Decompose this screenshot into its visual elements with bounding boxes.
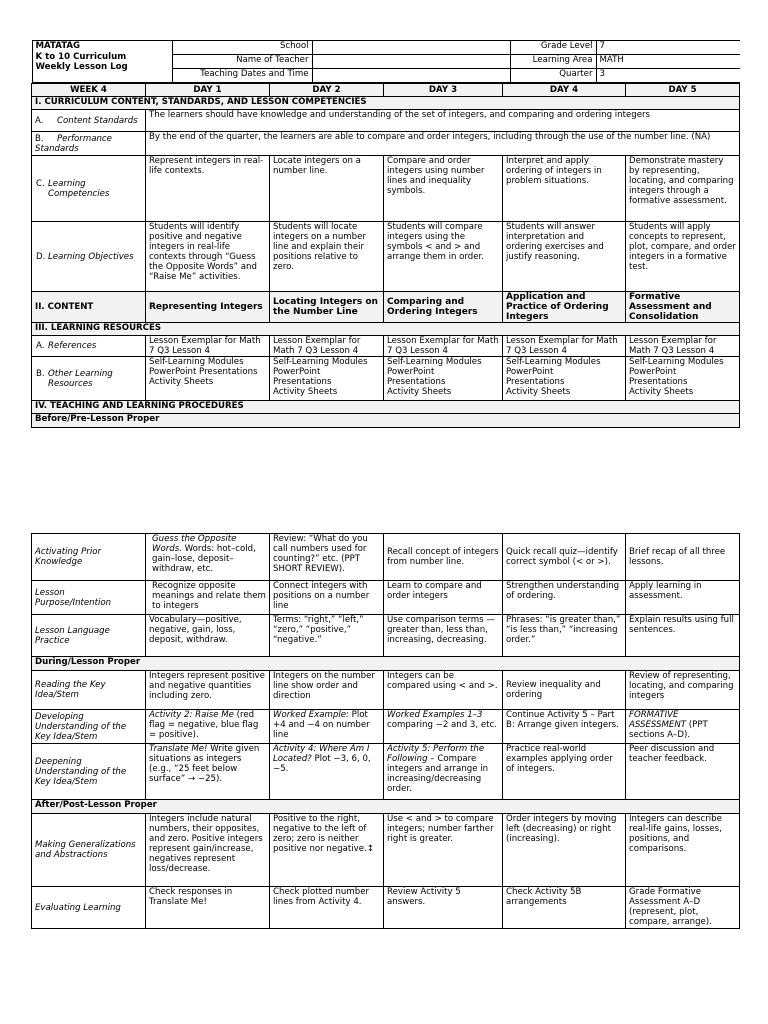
resource-line: PowerPoint bbox=[273, 367, 321, 377]
purpose-day-1: Recognize opposite meanings and relate them to integers bbox=[146, 581, 270, 615]
objective-day-4: Students will answer interpretation and ordering exercises and justify reasoning. bbox=[503, 222, 626, 292]
developing-day-3-em: Worked Examples 1–3 bbox=[387, 710, 483, 720]
language-day-4: Phrases: “is greater than,” “is less than,” “increasing order.” bbox=[503, 615, 626, 657]
day-header-5: DAY 5 bbox=[626, 84, 740, 97]
day-header-3: DAY 3 bbox=[384, 84, 503, 97]
apk-day-4: Quick recall quiz—identify correct symbol (< or >). bbox=[503, 534, 626, 581]
deepening-day-1-text: Write given situations as integers (e.g., “25 feet below surface” → −25). bbox=[149, 744, 260, 784]
purpose-day-3: Learn to compare and order integers bbox=[384, 581, 503, 615]
performance-standards-label bbox=[32, 132, 146, 156]
reference-day-1: Lesson Exemplar for Math 7 Q3 Lesson 4 bbox=[146, 336, 270, 357]
deepening-day-2-text: Plot −3, 6, 0, −5. bbox=[273, 754, 371, 774]
other-resources-day-2 bbox=[270, 357, 384, 401]
key-idea-label: Reading the Key Idea/Stem bbox=[32, 671, 146, 710]
language-day-2: Terms: “right,” “left,” “zero,” “positive,” “negative.” bbox=[270, 615, 384, 657]
developing-day-1 bbox=[146, 710, 270, 744]
other-resources-day-1 bbox=[146, 357, 270, 401]
deepening-day-1 bbox=[146, 744, 270, 800]
apk-day-2: Review: “What do you call numbers used for counting?” etc. (PPT SHORT REVIEW). bbox=[270, 534, 384, 581]
content-day-3: Comparing and Ordering Integers bbox=[384, 292, 503, 323]
performance-standards-letter: B. bbox=[35, 133, 44, 144]
evaluating-day-1: Check responses in Translate Me! bbox=[146, 887, 270, 929]
title-line-1: MATATAG bbox=[35, 41, 81, 51]
competency-day-4: Interpret and apply ordering of integers in problem situations. bbox=[503, 156, 626, 222]
objectives-label bbox=[32, 222, 146, 292]
section-content-heading: II. CONTENT bbox=[32, 292, 146, 323]
section-procedures-heading: IV. TEACHING AND LEARNING PROCEDURES bbox=[32, 401, 740, 414]
developing-day-2-em: Worked Example: bbox=[273, 710, 349, 720]
key-idea-day-5: Review of representing, locating, and comparing integers bbox=[626, 671, 740, 710]
language-day-3: Use comparison terms —greater than, less than, increasing, decreasing. bbox=[384, 615, 503, 657]
activating-prior-knowledge-label: Activating Prior Knowledge bbox=[32, 534, 146, 581]
grade-level-field[interactable]: 7 bbox=[596, 41, 740, 55]
purpose-day-5: Apply learning in assessment. bbox=[626, 581, 740, 615]
developing-day-5-text: (PPT sections A–D). bbox=[629, 720, 708, 740]
developing-day-1-text: (red flag = negative, blue flag = positive). bbox=[149, 710, 259, 740]
resource-line: PowerPoint Presentations bbox=[149, 367, 258, 377]
grade-level-label: Grade Level bbox=[510, 41, 596, 55]
developing-day-3 bbox=[384, 710, 503, 744]
developing-understanding-label: Developing Understanding of the Key Idea/Stem bbox=[32, 710, 146, 744]
dates-field[interactable] bbox=[312, 69, 510, 83]
purpose-day-4: Strengthen understanding of ordering. bbox=[503, 581, 626, 615]
content-day-1: Representing Integers bbox=[146, 292, 270, 323]
other-resources-day-3 bbox=[384, 357, 503, 401]
day-header-4: DAY 4 bbox=[503, 84, 626, 97]
content-standards-label bbox=[32, 110, 146, 132]
during-lesson-heading: During/Lesson Proper bbox=[32, 657, 740, 671]
log-title bbox=[32, 41, 172, 83]
competency-day-1: Represent integers in real-life contexts. bbox=[146, 156, 270, 222]
resource-line: PowerPoint bbox=[506, 367, 554, 377]
deepening-day-2-em: Activity 4: Where Am I Located? bbox=[273, 744, 370, 764]
apk-day-5: Brief recap of all three lessons. bbox=[626, 534, 740, 581]
quarter-field[interactable]: 3 bbox=[596, 69, 740, 83]
resource-line: Self-Learning Modules bbox=[629, 357, 724, 367]
section-resources-heading: III. LEARNING RESOURCES bbox=[32, 323, 740, 336]
apk-day-1 bbox=[146, 534, 270, 581]
content-day-4: Application and Practice of Ordering Integers bbox=[503, 292, 626, 323]
key-idea-day-3: Integers can be compared using < and >. bbox=[384, 671, 503, 710]
key-idea-day-2: Integers on the number line show order and direction bbox=[270, 671, 384, 710]
objective-day-5: Students will apply concepts to represent, plot, compare, and order integers in a formative test. bbox=[626, 222, 740, 292]
objectives-label-text: Learning Objectives bbox=[48, 251, 134, 262]
deepening-day-3 bbox=[384, 744, 503, 800]
deepening-day-3-em: Activity 5: Perform the Following bbox=[387, 744, 485, 764]
other-resources-label bbox=[32, 357, 146, 401]
resource-line: Activity Sheets bbox=[387, 387, 452, 397]
competency-day-3: Compare and order integers using number lines and inequality symbols. bbox=[384, 156, 503, 222]
competencies-label-text: Learning Competencies bbox=[48, 178, 110, 199]
developing-day-2 bbox=[270, 710, 384, 744]
deepening-day-5: Peer discussion and teacher feedback. bbox=[626, 744, 740, 800]
competencies-letter: C. bbox=[36, 178, 45, 189]
deepening-day-4: Practice real-world examples applying order of integers. bbox=[503, 744, 626, 800]
title-line-3: Weekly Lesson Log bbox=[35, 62, 128, 72]
section-curriculum-heading: I. CURRICULUM CONTENT, STANDARDS, AND LESSON COMPETENCIES bbox=[32, 97, 740, 110]
school-label: School bbox=[172, 41, 312, 55]
evaluating-day-3: Review Activity 5 answers. bbox=[384, 887, 503, 929]
resource-line: Presentations bbox=[506, 377, 565, 387]
dates-label: Teaching Dates and Time bbox=[172, 69, 312, 83]
key-idea-day-1: Integers represent positive and negative quantities including zero. bbox=[146, 671, 270, 710]
resource-line: PowerPoint bbox=[629, 367, 677, 377]
other-resources-letter: B. bbox=[36, 368, 45, 379]
week-label: WEEK 4 bbox=[32, 84, 146, 97]
generalization-day-3: Use < and > to compare integers; number farther right is greater. bbox=[384, 814, 503, 887]
content-standards-letter: A. bbox=[35, 115, 44, 126]
title-line-2: K to 10 Curriculum bbox=[35, 51, 127, 62]
apk-day-3: Recall concept of integers from number line. bbox=[384, 534, 503, 581]
developing-day-3-text: comparing −2 and 3, etc. bbox=[387, 720, 497, 730]
other-resources-label-text: Other Learning Resources bbox=[48, 368, 113, 389]
school-field[interactable] bbox=[312, 41, 510, 55]
reference-day-5: Lesson Exemplar for Math 7 Q3 Lesson 4 bbox=[626, 336, 740, 357]
reference-day-4: Lesson Exemplar for Math 7 Q3 Lesson 4 bbox=[503, 336, 626, 357]
developing-day-2-text: Plot +4 and −4 on number line bbox=[273, 710, 370, 740]
resource-line: Activity Sheets bbox=[149, 377, 214, 387]
generalization-day-5: Integers can describe real-life gains, losses, positions, and comparisons. bbox=[626, 814, 740, 887]
day-header-2: DAY 2 bbox=[270, 84, 384, 97]
developing-day-5-em: FORMATIVE ASSESSMENT bbox=[629, 710, 687, 730]
resource-line: Presentations bbox=[629, 377, 688, 387]
teacher-field[interactable] bbox=[312, 55, 510, 69]
content-day-5: Formative Assessment and Consolidation bbox=[626, 292, 740, 323]
content-standards-text: The learners should have knowledge and understanding of the set of integers, and comparing and ordering integers bbox=[146, 110, 740, 132]
references-label-text: References bbox=[48, 341, 97, 351]
header-grid bbox=[32, 40, 740, 83]
resource-line: Self-Learning Modules bbox=[149, 357, 244, 367]
apk-day-1-em: Guess the Opposite Words. bbox=[152, 534, 237, 554]
reference-day-3: Lesson Exemplar for Math 7 Q3 Lesson 4 bbox=[384, 336, 503, 357]
evaluating-day-2: Check plotted number lines from Activity 4. bbox=[270, 887, 384, 929]
objective-day-1: Students will identify positive and negative integers in real-life contexts through “Guess the Opposite Words” and “Raise Me” activities. bbox=[146, 222, 270, 292]
language-day-5: Explain results using full sentences. bbox=[626, 615, 740, 657]
deepening-day-2 bbox=[270, 744, 384, 800]
competencies-label bbox=[32, 156, 146, 222]
performance-standards-text: By the end of the quarter, the learners are able to compare and order integers, including through the use of the number line. (NA) bbox=[146, 132, 740, 156]
other-resources-day-5 bbox=[626, 357, 740, 401]
resource-line: Self-Learning Modules bbox=[273, 357, 368, 367]
objectives-letter: D. bbox=[36, 251, 46, 262]
lesson-purpose-label: Lesson Purpose/Intention bbox=[32, 581, 146, 615]
resource-line: Activity Sheets bbox=[629, 387, 694, 397]
teacher-label: Name of Teacher bbox=[172, 55, 312, 69]
learning-area-label: Learning Area bbox=[510, 55, 596, 69]
developing-day-4: Continue Activity 5 – Part B: Arrange given integers. bbox=[503, 710, 626, 744]
resource-line: Presentations bbox=[273, 377, 332, 387]
day-header-1: DAY 1 bbox=[146, 84, 270, 97]
apk-day-1-text: Words: hot–cold, gain–lose, deposit–withdraw, etc. bbox=[152, 544, 256, 574]
developing-day-5 bbox=[626, 710, 740, 744]
resource-line: Self-Learning Modules bbox=[506, 357, 601, 367]
competency-day-5: Demonstrate mastery by representing, locating, and comparing integers through a formative assessment. bbox=[626, 156, 740, 222]
other-resources-day-4 bbox=[503, 357, 626, 401]
resource-line: Presentations bbox=[387, 377, 446, 387]
performance-standards-label-text: Performance Standards bbox=[35, 133, 112, 154]
before-lesson-heading: Before/Pre-Lesson Proper bbox=[32, 414, 740, 428]
lesson-log-table-bottom bbox=[31, 533, 740, 929]
lesson-log-table-top bbox=[31, 40, 740, 428]
language-practice-label: Lesson Language Practice bbox=[32, 615, 146, 657]
reference-day-2: Lesson Exemplar for Math 7 Q3 Lesson 4 bbox=[270, 336, 384, 357]
resource-line: Self-Learning Modules bbox=[387, 357, 482, 367]
content-standards-label-text: Content Standards bbox=[57, 115, 138, 126]
competency-day-2: Locate integers on a number line. bbox=[270, 156, 384, 222]
deepening-day-1-em: Translate Me! bbox=[149, 744, 208, 754]
developing-day-1-em: Activity 2: Raise Me bbox=[149, 710, 234, 720]
purpose-day-2: Connect integers with positions on a number line bbox=[270, 581, 384, 615]
references-letter: A. bbox=[36, 341, 45, 351]
quarter-label: Quarter bbox=[510, 69, 596, 83]
key-idea-day-4: Review inequality and ordering bbox=[503, 671, 626, 710]
resource-line: Activity Sheets bbox=[506, 387, 571, 397]
generalization-day-4: Order integers by moving left (decreasing) or right (increasing). bbox=[503, 814, 626, 887]
objective-day-2: Students will locate integers on a number line and explain their positions relative to zero. bbox=[270, 222, 384, 292]
generalization-day-1: Integers include natural numbers, their opposites, and zero. Positive integers represent gain/increase, negatives represent loss/decrease. bbox=[146, 814, 270, 887]
references-label bbox=[32, 336, 146, 357]
generalizations-label: Making Generalizations and Abstractions bbox=[32, 814, 146, 887]
deepening-understanding-label: Deepening Understanding of the Key Idea/Stem bbox=[32, 744, 146, 800]
evaluating-learning-label: Evaluating Learning bbox=[32, 887, 146, 929]
language-day-1: Vocabulary—positive, negative, gain, loss, deposit, withdraw. bbox=[146, 615, 270, 657]
resource-line: PowerPoint bbox=[387, 367, 435, 377]
after-lesson-heading: After/Post-Lesson Proper bbox=[32, 800, 740, 814]
generalization-day-2: Positive to the right, negative to the left of zero; zero is neither positive nor negative.↕ bbox=[270, 814, 384, 887]
evaluating-day-4: Check Activity 5B arrangements bbox=[503, 887, 626, 929]
evaluating-day-5: Grade Formative Assessment A–D (represent, plot, compare, arrange). bbox=[626, 887, 740, 929]
objective-day-3: Students will compare integers using the symbols < and > and arrange them in order. bbox=[384, 222, 503, 292]
resource-line: Activity Sheets bbox=[273, 387, 338, 397]
deepening-day-3-text: – Compare integers and arrange in increasing/decreasing order. bbox=[387, 754, 489, 794]
learning-area-field[interactable]: MATH bbox=[596, 55, 740, 69]
content-day-2: Locating Integers on the Number Line bbox=[270, 292, 384, 323]
